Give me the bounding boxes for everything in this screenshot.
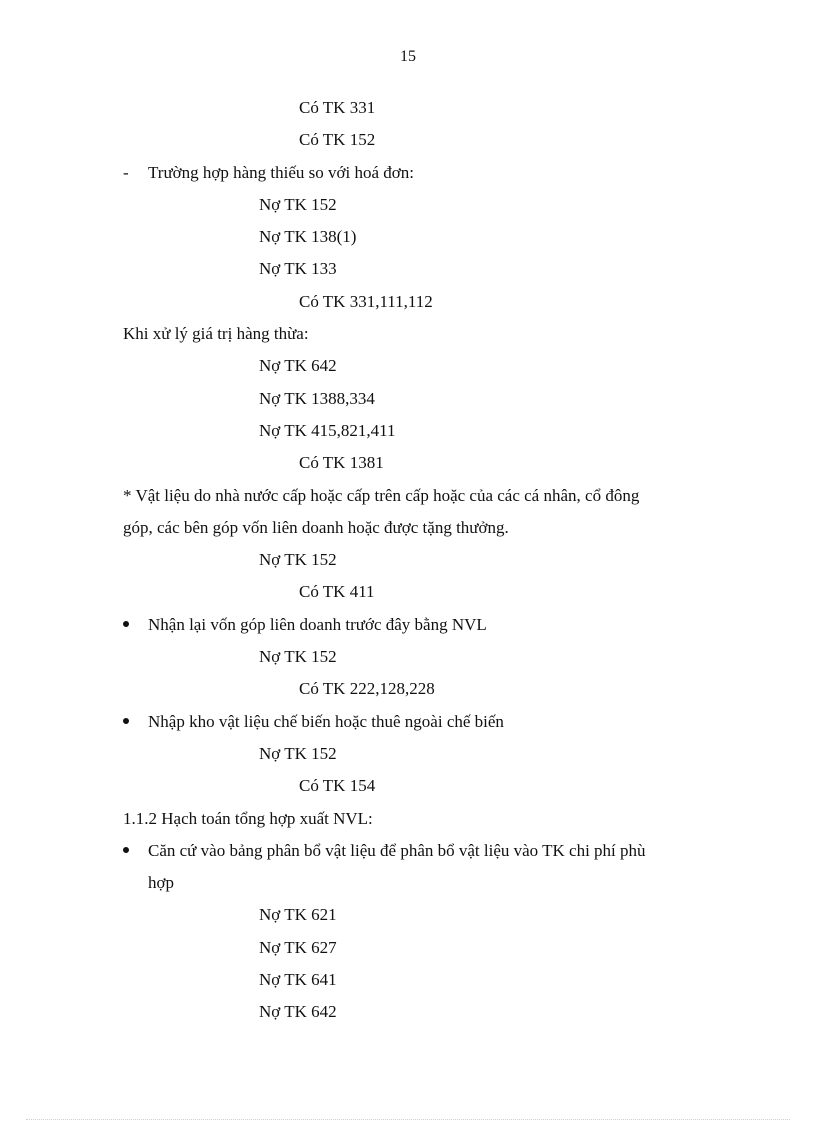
debit-entry: Nợ TK 1388,334 [259,388,375,408]
debit-entry: Nợ TK 415,821,411 [259,420,396,440]
bullet-list-item [123,706,723,738]
credit-entry: Có TK 331 [299,98,376,117]
debit-entry: Nợ TK 642 [259,356,337,376]
bullet-continuation [123,867,723,899]
debit-entry: Nợ TK 152 [259,743,337,763]
paragraph-line: * Vật liệu do nhà nước cấp hoặc cấp trên cấp hoặc của các cá nhân, cổ đông [123,485,640,505]
debit-entry: Nợ TK 621 [259,905,337,925]
debit-entry: Nợ TK 642 [259,1002,337,1022]
credit-entry: Có TK 411 [299,582,375,602]
paragraph-line: Khi xử lý giá trị hàng thừa: [123,324,309,344]
bullet-icon [123,706,137,738]
bullet-list-item [123,835,723,867]
list-item-text: Trường hợp hàng thiếu so với hoá đơn: [148,162,415,182]
list-item-text: Nhận lại vốn góp liên doanh trước đây bằng NVL [148,614,487,634]
debit-entry: Nợ TK 133 [259,259,337,279]
credit-entry: Có TK 331,111,112 [299,291,433,311]
debit-entry: Nợ TK 138(1) [259,227,357,247]
document-body [123,92,723,1029]
dash-marker: - [123,162,129,182]
list-item-text: Nhập kho vật liệu chế biến hoặc thuê ngoài chế biến [148,711,504,731]
credit-entry: Có TK 222,128,228 [299,679,435,699]
page-bottom-divider [26,1119,790,1120]
debit-entry: Nợ TK 641 [259,970,337,990]
credit-entry: Có TK 152 [299,130,376,150]
dash-list-item [123,157,723,189]
bullet-list-item [123,609,723,641]
debit-entry: Nợ TK 152 [259,550,337,570]
section-heading: 1.1.2 Hạch toán tổng hợp xuất NVL: [123,808,373,828]
bullet-icon [123,835,137,867]
debit-entry: Nợ TK 627 [259,937,337,957]
credit-entry: Có TK 154 [299,776,376,796]
list-item-text: hợp [148,873,174,893]
credit-entry: Có TK 1381 [299,453,384,473]
page-number: 15 [400,48,416,65]
list-item-text: Căn cứ vào bảng phân bổ vật liệu để phân bổ vật liệu vào TK chi phí phù [148,840,646,860]
debit-entry: Nợ TK 152 [259,647,337,667]
bullet-icon [123,609,137,641]
debit-entry: Nợ TK 152 [259,194,337,214]
paragraph-line: góp, các bên góp vốn liên doanh hoặc được tặng thưởng. [123,517,509,537]
